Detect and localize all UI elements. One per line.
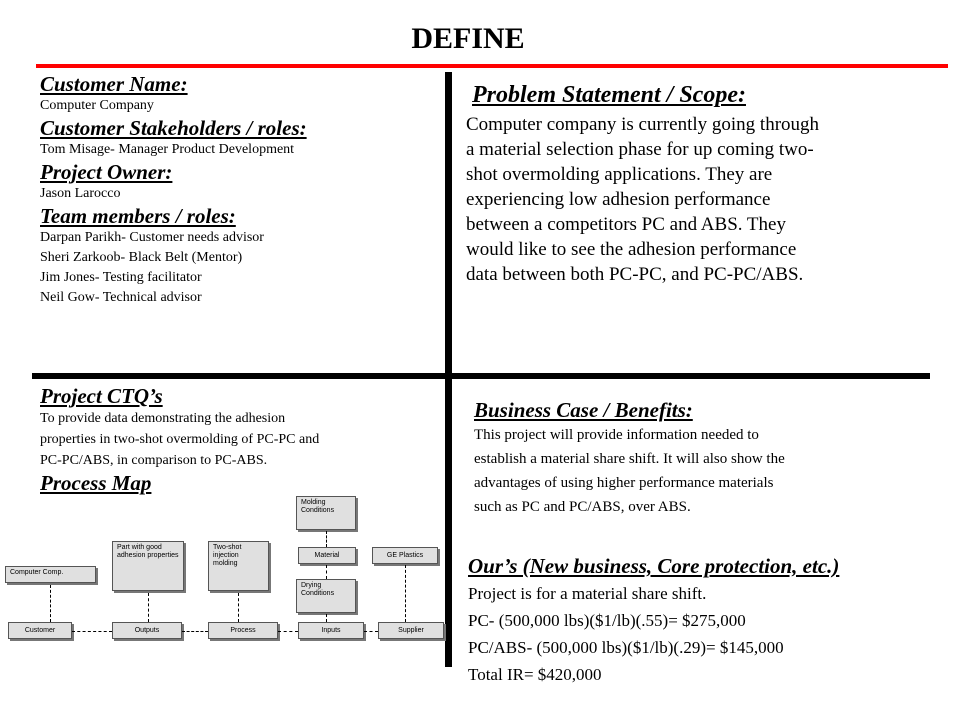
- problem-line: a material selection phase for up coming two-: [466, 139, 814, 160]
- drying-conditions-box: Drying Conditions: [296, 579, 356, 613]
- connector: [326, 531, 327, 547]
- team-member: Neil Gow- Technical advisor: [40, 290, 202, 305]
- two-shot-box: Two-shot injection molding: [208, 541, 269, 591]
- computer-comp-box: Computer Comp.: [5, 566, 96, 583]
- problem-line: would like to see the adhesion performance: [466, 239, 797, 260]
- customer-name: Computer Company: [40, 98, 154, 113]
- connector: [72, 631, 112, 632]
- inputs-box: Inputs: [298, 622, 364, 639]
- stakeholders-heading: Customer Stakeholders / roles:: [40, 116, 307, 140]
- business-line: such as PC and PC/ABS, over ABS.: [474, 499, 691, 515]
- ctq-line: To provide data demonstrating the adhesion: [40, 411, 286, 426]
- business-line: This project will provide information needed to: [474, 427, 759, 443]
- business-heading: Business Case / Benefits:: [474, 398, 693, 422]
- connector: [326, 565, 327, 579]
- process-box: Process: [208, 622, 278, 639]
- customer-box: Customer: [8, 622, 72, 639]
- problem-line: experiencing low adhesion performance: [466, 189, 771, 210]
- problem-heading: Problem Statement / Scope:: [472, 82, 746, 108]
- ctq-heading: Project CTQ’s: [40, 384, 163, 408]
- problem-section: [466, 80, 936, 287]
- customer-name-heading: Customer Name:: [40, 72, 188, 96]
- project-owner: Jason Larocco: [40, 186, 121, 201]
- ours-section: [468, 554, 948, 688]
- connector: [364, 631, 378, 632]
- outputs-box: Outputs: [112, 622, 182, 639]
- team-member: Darpan Parikh- Customer needs advisor: [40, 230, 264, 245]
- connector: [326, 614, 327, 622]
- problem-line: Computer company is currently going through: [466, 114, 820, 135]
- ours-line: Total IR= $420,000: [468, 665, 602, 684]
- supplier-box: Supplier: [378, 622, 444, 639]
- customer-section: [40, 72, 440, 308]
- title-underline: [36, 64, 948, 68]
- ctq-section: [40, 384, 440, 495]
- horizontal-divider: [32, 373, 930, 379]
- ge-plastics-box: GE Plastics: [372, 547, 438, 564]
- connector: [278, 631, 298, 632]
- problem-line: shot overmolding applications. They are: [466, 164, 773, 185]
- ours-line: PC/ABS- (500,000 lbs)($1/lb)(.29)= $145,000: [468, 638, 784, 657]
- connector: [148, 593, 149, 622]
- material-box: Material: [298, 547, 356, 564]
- business-line: establish a material share shift. It will also show the: [474, 451, 785, 467]
- ours-line: Project is for a material share shift.: [468, 584, 707, 603]
- connector: [50, 585, 51, 622]
- ours-heading: Our’s (New business, Core protection, etc.): [468, 554, 840, 578]
- connector: [238, 593, 239, 622]
- stakeholder-item: Tom Misage- Manager Product Development: [40, 142, 295, 157]
- connector: [182, 631, 208, 632]
- ctq-line: properties in two-shot overmolding of PC-PC and: [40, 432, 320, 447]
- business-section: [474, 398, 944, 519]
- ours-line: PC- (500,000 lbs)($1/lb)(.55)= $275,000: [468, 611, 746, 630]
- part-box: Part with good adhesion properties: [112, 541, 184, 591]
- team-member: Jim Jones- Testing facilitator: [40, 270, 202, 285]
- connector: [405, 565, 406, 622]
- project-owner-heading: Project Owner:: [40, 160, 173, 184]
- problem-line: data between both PC-PC, and PC-PC/ABS.: [466, 264, 804, 285]
- team-member: Sheri Zarkoob- Black Belt (Mentor): [40, 250, 243, 265]
- business-line: advantages of using higher performance materials: [474, 475, 774, 491]
- molding-conditions-box: Molding Conditions: [296, 496, 356, 530]
- problem-line: between a competitors PC and ABS. They: [466, 214, 786, 235]
- process-map-heading: Process Map: [40, 471, 152, 495]
- vertical-divider: [445, 72, 452, 667]
- team-heading: Team members / roles:: [40, 204, 236, 228]
- page-title: DEFINE: [411, 22, 525, 55]
- ctq-line: PC-PC/ABS, in comparison to PC-ABS.: [40, 453, 268, 468]
